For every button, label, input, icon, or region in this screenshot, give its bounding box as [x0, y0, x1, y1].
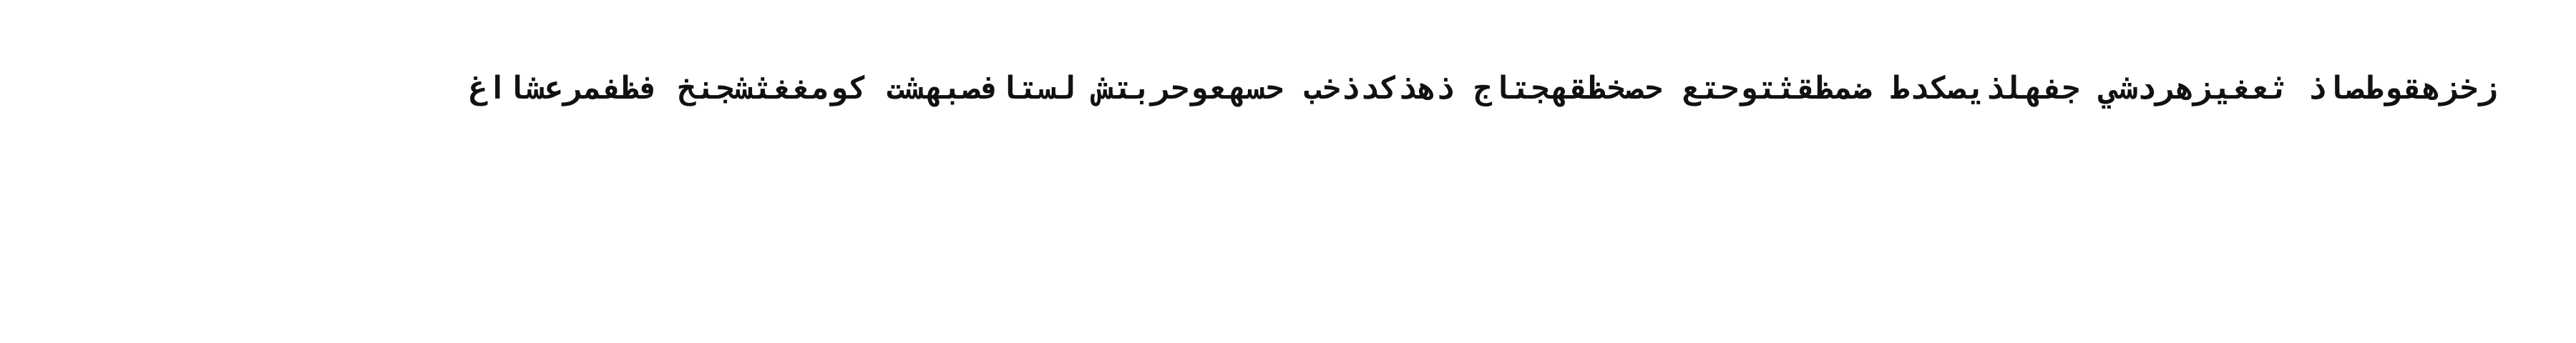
- arabic-text-line: زخزهقوطصاذ ثعغيزهردشي جفهلذيصكدط ضمظقثتوحتع حصخظقهجتاج ذهذكدذخب حسهعوحربتش لستافصبهشت كومغغثشجنخ فظفمرعشااغ: [469, 70, 2497, 106]
